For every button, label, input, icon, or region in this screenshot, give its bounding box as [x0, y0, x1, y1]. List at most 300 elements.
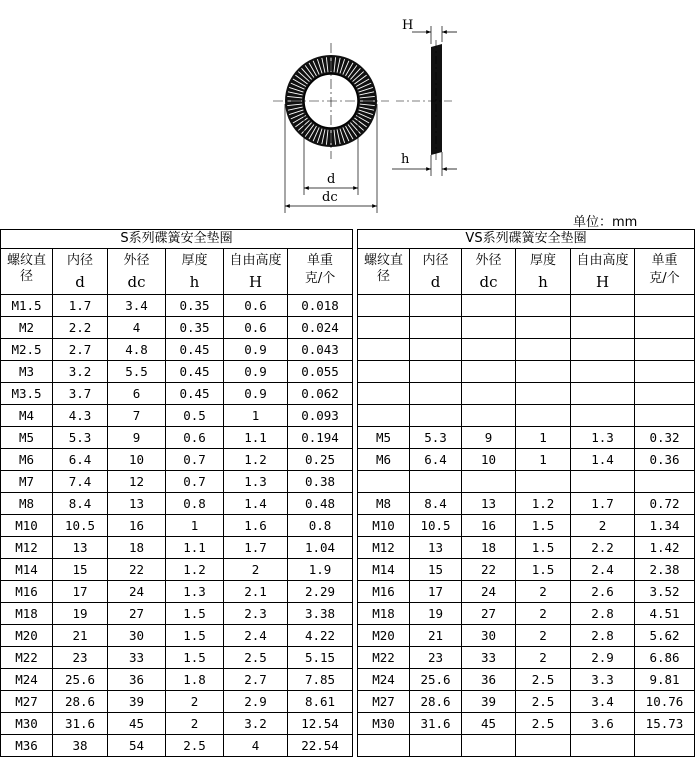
unit-weight-cell: 22.54 [288, 735, 353, 757]
table-row [1, 669, 353, 691]
table-row [358, 427, 695, 449]
thickness-cell [516, 405, 571, 427]
thread-size-cell: M30 [1, 713, 53, 735]
inner-diameter-cell [410, 339, 462, 361]
table-row [1, 581, 353, 603]
inner-diameter-cell: 19 [410, 603, 462, 625]
unit-weight-cell: 1.04 [288, 537, 353, 559]
thread-size-cell: M10 [358, 515, 410, 537]
table-row [358, 449, 695, 471]
unit-weight-cell: 0.38 [288, 471, 353, 493]
table-row [1, 537, 353, 559]
thickness-cell: 1.2 [166, 559, 224, 581]
free-height-cell: 2.7 [224, 669, 288, 691]
thread-size-cell: M4 [1, 405, 53, 427]
header-weight: 单重 克/个 [288, 249, 353, 295]
inner-diameter-cell: 17 [410, 581, 462, 603]
outer-diameter-cell: 4.8 [108, 339, 166, 361]
inner-diameter-cell: 23 [53, 647, 108, 669]
unit-weight-cell: 1.42 [635, 537, 695, 559]
thread-size-cell [358, 383, 410, 405]
free-height-cell: 3.6 [571, 713, 635, 735]
unit-weight-cell: 3.52 [635, 581, 695, 603]
free-height-cell: 1.7 [571, 493, 635, 515]
thread-size-cell: M22 [1, 647, 53, 669]
outer-diameter-cell: 27 [462, 603, 516, 625]
outer-diameter-cell: 18 [462, 537, 516, 559]
thickness-cell [516, 361, 571, 383]
unit-weight-cell: 0.72 [635, 493, 695, 515]
inner-diameter-cell [410, 317, 462, 339]
unit-weight-cell: 0.48 [288, 493, 353, 515]
unit-weight-cell: 0.32 [635, 427, 695, 449]
inner-diameter-cell: 10.5 [53, 515, 108, 537]
thread-size-cell: M24 [1, 669, 53, 691]
table-row [358, 603, 695, 625]
free-height-cell [571, 405, 635, 427]
outer-diameter-cell: 10 [462, 449, 516, 471]
thread-size-cell: M24 [358, 669, 410, 691]
thickness-cell: 2.5 [516, 713, 571, 735]
table-row [358, 713, 695, 735]
thickness-cell [516, 317, 571, 339]
free-height-cell: 3.4 [571, 691, 635, 713]
thread-size-cell: M12 [358, 537, 410, 559]
outer-diameter-cell: 30 [462, 625, 516, 647]
inner-diameter-cell: 10.5 [410, 515, 462, 537]
free-height-cell: 2.1 [224, 581, 288, 603]
thickness-cell: 0.35 [166, 317, 224, 339]
thickness-cell: 2 [166, 713, 224, 735]
thickness-cell: 0.7 [166, 471, 224, 493]
table-row [1, 339, 353, 361]
thread-size-cell [358, 361, 410, 383]
header-free-height: 自由高度 H [571, 249, 635, 295]
unit-weight-cell: 10.76 [635, 691, 695, 713]
s-series-header-row [1, 249, 353, 295]
header-thickness: 厚度 h [516, 249, 571, 295]
thickness-cell [516, 383, 571, 405]
free-height-cell: 2.6 [571, 581, 635, 603]
inner-diameter-cell: 23 [410, 647, 462, 669]
free-height-cell [571, 317, 635, 339]
thread-size-cell: M5 [358, 427, 410, 449]
table-row [358, 559, 695, 581]
unit-weight-cell [635, 735, 695, 757]
header-weight: 单重 克/个 [635, 249, 695, 295]
free-height-cell: 1.6 [224, 515, 288, 537]
free-height-cell: 1.2 [224, 449, 288, 471]
thickness-cell: 0.45 [166, 339, 224, 361]
inner-diameter-cell: 13 [410, 537, 462, 559]
header-outer: 外径 dc [462, 249, 516, 295]
thickness-cell [516, 339, 571, 361]
free-height-cell: 1.3 [224, 471, 288, 493]
header-thread: 螺纹直径 [1, 249, 53, 295]
table-row [358, 405, 695, 427]
outer-diameter-cell: 13 [462, 493, 516, 515]
inner-diameter-cell: 31.6 [53, 713, 108, 735]
thread-size-cell: M22 [358, 647, 410, 669]
thickness-cell: 1.8 [166, 669, 224, 691]
outer-diameter-cell: 5.5 [108, 361, 166, 383]
s-series-table [0, 229, 353, 757]
outer-diameter-cell: 39 [462, 691, 516, 713]
unit-weight-cell: 0.25 [288, 449, 353, 471]
table-row [358, 625, 695, 647]
outer-diameter-cell: 36 [462, 669, 516, 691]
thickness-cell: 1.5 [166, 647, 224, 669]
inner-diameter-cell: 31.6 [410, 713, 462, 735]
vs-series-table [357, 229, 695, 757]
unit-weight-cell [635, 405, 695, 427]
inner-diameter-cell: 4.3 [53, 405, 108, 427]
thickness-cell: 1 [516, 449, 571, 471]
thickness-cell: 2 [516, 581, 571, 603]
free-height-cell: 3.3 [571, 669, 635, 691]
free-height-cell: 1.1 [224, 427, 288, 449]
inner-diameter-cell: 8.4 [410, 493, 462, 515]
unit-weight-cell: 15.73 [635, 713, 695, 735]
inner-diameter-cell: 6.4 [410, 449, 462, 471]
thread-size-cell: M18 [358, 603, 410, 625]
free-height-cell: 0.9 [224, 383, 288, 405]
vs-series-title: VS系列碟簧安全垫圈 [358, 230, 695, 249]
inner-diameter-cell: 1.7 [53, 295, 108, 317]
table-row [1, 691, 353, 713]
table-row [1, 625, 353, 647]
table-row [358, 581, 695, 603]
table-row [358, 691, 695, 713]
header-outer: 外径 dc [108, 249, 166, 295]
thread-size-cell: M20 [1, 625, 53, 647]
free-height-cell: 2.9 [224, 691, 288, 713]
table-row [358, 295, 695, 317]
free-height-cell [571, 383, 635, 405]
table-row [1, 493, 353, 515]
thread-size-cell: M16 [358, 581, 410, 603]
inner-diameter-cell [410, 471, 462, 493]
thickness-cell: 1.5 [516, 537, 571, 559]
table-row [1, 317, 353, 339]
free-height-cell: 3.2 [224, 713, 288, 735]
inner-diameter-cell: 8.4 [53, 493, 108, 515]
thread-size-cell: M6 [358, 449, 410, 471]
inner-diameter-cell [410, 295, 462, 317]
thread-size-cell [358, 735, 410, 757]
s-series-title: S系列碟簧安全垫圈 [1, 230, 353, 249]
table-row [358, 471, 695, 493]
thread-size-cell [358, 317, 410, 339]
table-row [1, 735, 353, 757]
header-thread: 螺纹直径 [358, 249, 410, 295]
unit-weight-cell [635, 471, 695, 493]
inner-diameter-cell: 13 [53, 537, 108, 559]
unit-weight-cell: 7.85 [288, 669, 353, 691]
table-row [358, 361, 695, 383]
table-row [1, 515, 353, 537]
free-height-cell [571, 471, 635, 493]
unit-weight-cell: 0.36 [635, 449, 695, 471]
thread-size-cell [358, 405, 410, 427]
outer-diameter-cell: 36 [108, 669, 166, 691]
thread-size-cell: M30 [358, 713, 410, 735]
table-row [358, 515, 695, 537]
unit-weight-cell: 4.51 [635, 603, 695, 625]
table-row [358, 669, 695, 691]
thickness-cell: 0.8 [166, 493, 224, 515]
table-row [1, 449, 353, 471]
unit-weight-cell: 2.29 [288, 581, 353, 603]
unit-weight-cell: 0.8 [288, 515, 353, 537]
outer-diameter-cell: 22 [462, 559, 516, 581]
outer-diameter-cell: 16 [108, 515, 166, 537]
outer-diameter-cell [462, 405, 516, 427]
inner-diameter-cell [410, 405, 462, 427]
free-height-cell: 1.7 [224, 537, 288, 559]
outer-diameter-cell [462, 317, 516, 339]
outer-diameter-cell: 3.4 [108, 295, 166, 317]
washer-front-view [273, 43, 389, 213]
thread-size-cell: M14 [1, 559, 53, 581]
dim-d-label: d [327, 172, 336, 187]
outer-diameter-cell: 9 [462, 427, 516, 449]
thickness-cell: 1.5 [516, 559, 571, 581]
inner-diameter-cell: 7.4 [53, 471, 108, 493]
outer-diameter-cell: 54 [108, 735, 166, 757]
header-thickness: 厚度 h [166, 249, 224, 295]
header-inner: 内径 d [410, 249, 462, 295]
outer-diameter-cell: 27 [108, 603, 166, 625]
unit-weight-cell: 5.62 [635, 625, 695, 647]
thickness-cell: 0.5 [166, 405, 224, 427]
unit-weight-cell: 1.34 [635, 515, 695, 537]
table-row [358, 537, 695, 559]
thread-size-cell: M12 [1, 537, 53, 559]
thickness-cell [516, 295, 571, 317]
thread-size-cell: M14 [358, 559, 410, 581]
dim-h-label: h [401, 152, 410, 167]
inner-diameter-cell: 25.6 [410, 669, 462, 691]
free-height-cell: 2.4 [224, 625, 288, 647]
inner-diameter-cell: 15 [410, 559, 462, 581]
outer-diameter-cell: 45 [108, 713, 166, 735]
unit-weight-cell: 0.024 [288, 317, 353, 339]
header-free-height: 自由高度 H [224, 249, 288, 295]
unit-weight-cell: 0.018 [288, 295, 353, 317]
thread-size-cell: M1.5 [1, 295, 53, 317]
thickness-cell: 1.5 [166, 603, 224, 625]
free-height-cell: 1.3 [571, 427, 635, 449]
outer-diameter-cell [462, 361, 516, 383]
free-height-cell: 0.6 [224, 295, 288, 317]
thickness-cell: 1 [166, 515, 224, 537]
inner-diameter-cell: 17 [53, 581, 108, 603]
thread-size-cell: M2.5 [1, 339, 53, 361]
dim-dc-label: dc [322, 190, 338, 205]
free-height-cell: 2.9 [571, 647, 635, 669]
inner-diameter-cell: 3.2 [53, 361, 108, 383]
thread-size-cell: M16 [1, 581, 53, 603]
unit-weight-cell: 1.9 [288, 559, 353, 581]
unit-weight-cell: 12.54 [288, 713, 353, 735]
free-height-cell [571, 339, 635, 361]
thread-size-cell: M5 [1, 427, 53, 449]
inner-diameter-cell [410, 735, 462, 757]
unit-weight-cell: 0.194 [288, 427, 353, 449]
unit-weight-cell: 6.86 [635, 647, 695, 669]
inner-diameter-cell: 19 [53, 603, 108, 625]
outer-diameter-cell: 39 [108, 691, 166, 713]
outer-diameter-cell: 22 [108, 559, 166, 581]
inner-diameter-cell: 25.6 [53, 669, 108, 691]
thickness-cell: 1.5 [166, 625, 224, 647]
free-height-cell: 2.5 [224, 647, 288, 669]
washer-side-view [392, 18, 457, 176]
free-height-cell: 2 [571, 515, 635, 537]
thickness-cell: 0.45 [166, 361, 224, 383]
inner-diameter-cell: 5.3 [410, 427, 462, 449]
unit-weight-cell: 0.062 [288, 383, 353, 405]
unit-weight-cell: 3.38 [288, 603, 353, 625]
outer-diameter-cell [462, 735, 516, 757]
unit-weight-cell [635, 361, 695, 383]
free-height-cell: 0.6 [224, 317, 288, 339]
outer-diameter-cell: 9 [108, 427, 166, 449]
outer-diameter-cell: 16 [462, 515, 516, 537]
thread-size-cell: M8 [1, 493, 53, 515]
thickness-cell: 0.7 [166, 449, 224, 471]
unit-weight-cell: 0.093 [288, 405, 353, 427]
thread-size-cell: M3 [1, 361, 53, 383]
inner-diameter-cell: 28.6 [410, 691, 462, 713]
table-row [1, 713, 353, 735]
unit-weight-cell [635, 295, 695, 317]
thread-size-cell: M6 [1, 449, 53, 471]
thickness-cell: 2 [516, 625, 571, 647]
thickness-cell: 1.5 [516, 515, 571, 537]
thread-size-cell: M3.5 [1, 383, 53, 405]
table-row [1, 471, 353, 493]
free-height-cell: 0.9 [224, 339, 288, 361]
outer-diameter-cell: 24 [108, 581, 166, 603]
outer-diameter-cell [462, 295, 516, 317]
thickness-cell: 0.45 [166, 383, 224, 405]
free-height-cell: 2.2 [571, 537, 635, 559]
outer-diameter-cell: 33 [108, 647, 166, 669]
inner-diameter-cell: 15 [53, 559, 108, 581]
inner-diameter-cell: 21 [410, 625, 462, 647]
thread-size-cell: M10 [1, 515, 53, 537]
unit-weight-cell: 9.81 [635, 669, 695, 691]
inner-diameter-cell: 2.7 [53, 339, 108, 361]
outer-diameter-cell [462, 471, 516, 493]
outer-diameter-cell: 18 [108, 537, 166, 559]
thread-size-cell: M18 [1, 603, 53, 625]
thread-size-cell: M27 [1, 691, 53, 713]
thread-size-cell: M2 [1, 317, 53, 339]
thickness-cell: 2.5 [516, 691, 571, 713]
outer-diameter-cell: 45 [462, 713, 516, 735]
unit-weight-cell [635, 317, 695, 339]
table-row [1, 603, 353, 625]
free-height-cell [571, 295, 635, 317]
free-height-cell: 1.4 [571, 449, 635, 471]
outer-diameter-cell: 12 [108, 471, 166, 493]
thickness-cell: 2 [516, 647, 571, 669]
table-row [1, 427, 353, 449]
outer-diameter-cell: 4 [108, 317, 166, 339]
table-row [1, 361, 353, 383]
thickness-cell: 1.2 [516, 493, 571, 515]
thickness-cell: 2 [166, 691, 224, 713]
inner-diameter-cell [410, 383, 462, 405]
table-row [358, 647, 695, 669]
thickness-cell: 1 [516, 427, 571, 449]
thickness-cell [516, 471, 571, 493]
table-row [358, 493, 695, 515]
unit-weight-cell: 4.22 [288, 625, 353, 647]
free-height-cell: 2.8 [571, 603, 635, 625]
inner-diameter-cell: 3.7 [53, 383, 108, 405]
table-row [358, 383, 695, 405]
free-height-cell: 2.4 [571, 559, 635, 581]
thickness-cell: 1.1 [166, 537, 224, 559]
inner-diameter-cell [410, 361, 462, 383]
thickness-cell: 1.3 [166, 581, 224, 603]
free-height-cell: 1.4 [224, 493, 288, 515]
inner-diameter-cell: 5.3 [53, 427, 108, 449]
inner-diameter-cell: 2.2 [53, 317, 108, 339]
table-row [1, 295, 353, 317]
header-inner: 内径 d [53, 249, 108, 295]
thread-size-cell [358, 295, 410, 317]
inner-diameter-cell: 6.4 [53, 449, 108, 471]
dim-H-label: H [402, 18, 414, 33]
outer-diameter-cell: 30 [108, 625, 166, 647]
free-height-cell [571, 735, 635, 757]
outer-diameter-cell: 33 [462, 647, 516, 669]
outer-diameter-cell: 13 [108, 493, 166, 515]
vs-series-header-row [358, 249, 695, 295]
thickness-cell: 2.5 [166, 735, 224, 757]
outer-diameter-cell: 7 [108, 405, 166, 427]
thickness-cell [516, 735, 571, 757]
free-height-cell: 2 [224, 559, 288, 581]
unit-weight-cell: 8.61 [288, 691, 353, 713]
table-row [1, 405, 353, 427]
table-row [1, 559, 353, 581]
thickness-cell: 2 [516, 603, 571, 625]
thread-size-cell [358, 471, 410, 493]
outer-diameter-cell: 24 [462, 581, 516, 603]
unit-weight-cell: 0.055 [288, 361, 353, 383]
inner-diameter-cell: 38 [53, 735, 108, 757]
unit-label: 单位：mm [573, 215, 638, 230]
thread-size-cell: M20 [358, 625, 410, 647]
thickness-cell: 0.6 [166, 427, 224, 449]
thread-size-cell [358, 339, 410, 361]
unit-weight-cell: 0.043 [288, 339, 353, 361]
thread-size-cell: M8 [358, 493, 410, 515]
thread-size-cell: M27 [358, 691, 410, 713]
free-height-cell: 4 [224, 735, 288, 757]
free-height-cell [571, 361, 635, 383]
outer-diameter-cell [462, 383, 516, 405]
washer-drawing [0, 0, 696, 225]
outer-diameter-cell [462, 339, 516, 361]
thread-size-cell: M36 [1, 735, 53, 757]
